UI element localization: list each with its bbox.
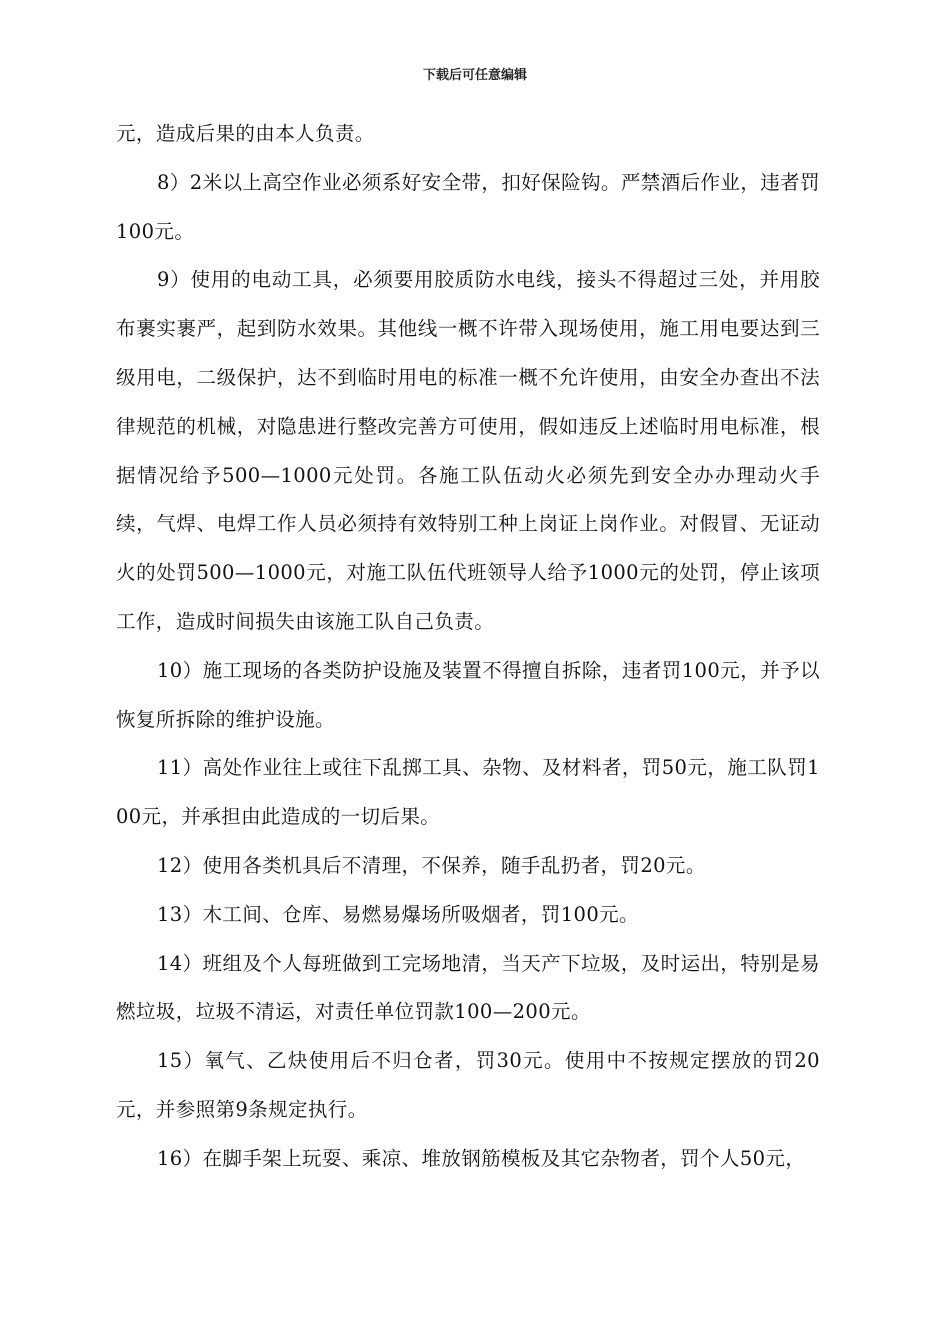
clause-11: 11）高处作业往上或往下乱掷工具、杂物、及材料者，罚50元，施工队罚100元，并承担由此造成的一切后果。 xyxy=(116,756,820,829)
clause-8: 8）2米以上高空作业必须系好安全带，扣好保险钩。严禁酒后作业，违者罚100元。 xyxy=(116,170,820,243)
clause-13: 13）木工间、仓库、易燃易爆场所吸烟者，罚100元。 xyxy=(157,902,639,926)
page-header-note: 下载后可任意编辑 xyxy=(422,68,527,83)
clause-14: 14）班组及个人每班做到工完场地清，当天产下垃圾，及时运出，特别是易燃垃圾，垃圾不清运，对责任单位罚款100—200元。 xyxy=(116,951,820,1024)
paragraph-continuation: 元，造成后果的由本人负责。 xyxy=(116,122,375,145)
document-body xyxy=(116,110,820,1184)
clause-12: 12）使用各类机具后不清理，不保养，随手乱扔者，罚20元。 xyxy=(157,853,706,877)
clause-9: 9）使用的电动工具，必须要用胶质防水电线，接头不得超过三处，并用胶布裹实裹严，起到防水效果。其他线一概不许带入现场使用，施工用电要达到三级用电，二级保护，达不到临时用电的标准一概不允许使用，由安全办查出不法律规范的机械，对隐患进行整改完善方可使用，假如违反上述临时用电标准，根据情况给予500—1000元处罚。各施工队伍动火必须先到安全办办理动火手续，气焊、电焊工作人员必须持有效特别工种上岗证上岗作业。对假冒、无证动火的处罚500—1000元，对施工队伍代班领导人给予1000元的处罚，停止该项工作，造成时间损失由该施工队自己负责。 xyxy=(116,268,820,633)
clause-10: 10）施工现场的各类防护设施及装置不得擅自拆除，违者罚100元，并予以恢复所拆除的维护设施。 xyxy=(116,658,820,731)
clause-15: 15）氧气、乙炔使用后不归仓者，罚30元。使用中不按规定摆放的罚20元，并参照第9条规定执行。 xyxy=(116,1049,820,1121)
clause-16: 16）在脚手架上玩耍、乘凉、堆放钢筋模板及其它杂物者，罚个人50元， xyxy=(157,1146,806,1170)
